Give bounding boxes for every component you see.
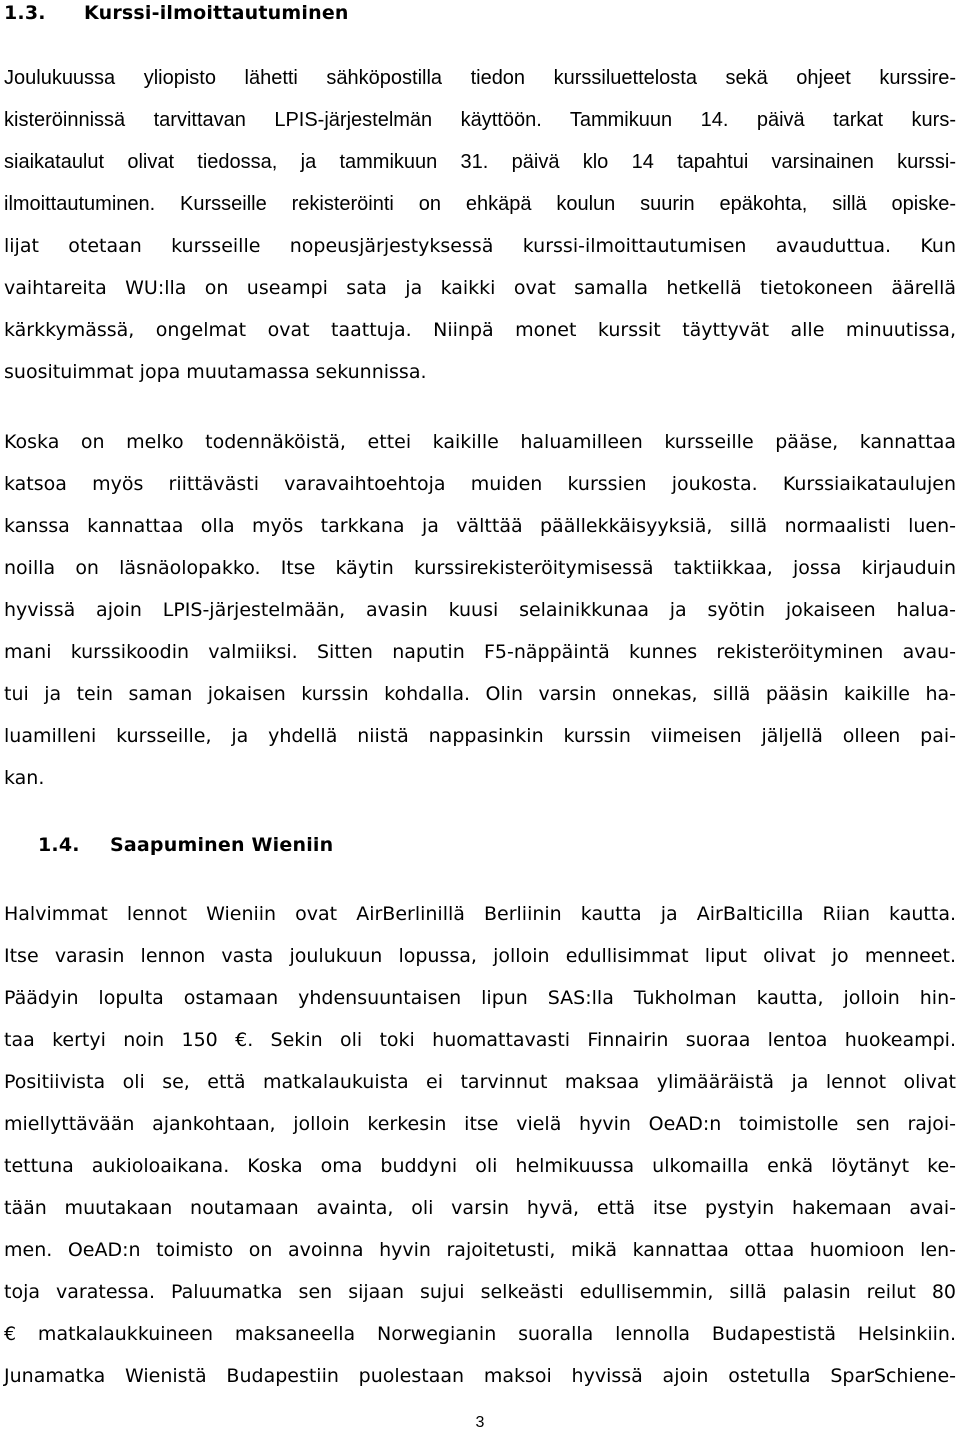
text-line: Päädyin lopulta ostamaan yhdensuuntaisen lipun SAS:lla Tukholman kautta, jolloin hin- [4, 987, 956, 1009]
text-line: siaikataulut olivat tiedossa, ja tammikuun 31. päivä klo 14 tapahtui varsinainen kurssi- [4, 151, 956, 173]
text-line: suosituimmat jopa muutamassa sekunnissa. [4, 361, 427, 383]
text-line: katsoa myös riittävästi varavaihtoehtoja muiden kurssien joukosta. Kurssiaikataulujen [4, 473, 956, 495]
section-title: Saapuminen Wieniin [110, 834, 334, 856]
text-line: kanssa kannattaa olla myös tarkkana ja välttää päällekkäisyyksiä, sillä normaalisti luen- [4, 515, 956, 537]
text-line: tui ja tein saman jokaisen kurssin kohdalla. Olin varsin onnekas, sillä pääsin kaikille ha- [4, 683, 956, 705]
text-line: tään muutakaan noutamaan avainta, oli varsin hyvä, että itse pystyin hakemaan avai- [4, 1197, 956, 1219]
paragraph-arrival-vienna [4, 893, 956, 1397]
text-line: noilla on läsnäolopakko. Itse käytin kurssirekisteröitymisessä taktiikkaa, jossa kirjauduin [4, 557, 956, 579]
section-heading-1-4 [38, 834, 333, 856]
text-line: kisteröinnissä tarvittavan LPIS-järjestelmän käyttöön. Tammikuun 14. päivä tarkat kurs- [4, 109, 956, 131]
text-line: € matkalaukkuineen maksaneella Norwegianin suoralla lennolla Budapestistä Helsinkiin. [4, 1323, 956, 1345]
text-line: Positiivista oli se, että matkalaukuista ei tarvinnut maksaa ylimääräistä ja lennot olivat [4, 1071, 956, 1093]
text-line: men. OeAD:n toimisto on avoinna hyvin rajoitetusti, mikä kannattaa ottaa huomioon len- [4, 1239, 956, 1261]
text-line: Halvimmat lennot Wieniin ovat AirBerlinillä Berliinin kautta ja AirBalticilla Riian kautta. [4, 903, 956, 925]
section-number: 1.3. [4, 2, 46, 24]
text-line: toja varatessa. Paluumatka sen sijaan sujui selkeästi edullisemmin, sillä palasin reilut 80 [4, 1281, 956, 1303]
section-heading-1-3 [4, 2, 349, 24]
text-line: tettuna aukioloaikana. Koska oma buddyni oli helmikuussa ulkomailla enkä löytänyt ke- [4, 1155, 956, 1177]
paragraph-registration-intro [4, 57, 956, 393]
text-line: hyvissä ajoin LPIS-järjestelmään, avasin kuusi selainikkunaa ja syötin jokaiseen halua- [4, 599, 956, 621]
text-line: lijat otetaan kursseille nopeusjärjestyksessä kurssi-ilmoittautumisen avauduttua. Kun [4, 235, 956, 257]
text-line: Junamatka Wienistä Budapestiin puolestaan maksoi hyvissä ajoin ostetulla SparSchiene- [4, 1365, 956, 1387]
text-line: Joulukuussa yliopisto lähetti sähköpostilla tiedon kurssiluettelosta sekä ohjeet kurssire- [4, 67, 956, 89]
text-line: Koska on melko todennäköistä, ettei kaikille haluamilleen kursseille pääse, kannattaa [4, 431, 956, 453]
text-line: Itse varasin lennon vasta joulukuun lopussa, jolloin edullisimmat liput olivat jo menneet. [4, 945, 956, 967]
text-line: taa kertyi noin 150 €. Sekin oli toki huomattavasti Finnairin suoraa lentoa huokeampi. [4, 1029, 956, 1051]
paragraph-registration-tactics [4, 421, 956, 799]
page-number: 3 [475, 1414, 485, 1431]
section-number: 1.4. [38, 834, 80, 856]
text-line: vaihtareita WU:lla on useampi sata ja kaikki ovat samalla hetkellä tietokoneen äärellä [4, 277, 956, 299]
text-line: mani kurssikoodin valmiiksi. Sitten naputin F5-näppäintä kunnes rekisteröityminen avau- [4, 641, 956, 663]
text-line: miellyttävään ajankohtaan, jolloin kerkesin itse vielä hyvin OeAD:n toimistolle sen rajoi- [4, 1113, 956, 1135]
text-line: kan. [4, 767, 45, 789]
section-title: Kurssi-ilmoittautuminen [84, 2, 349, 24]
text-line: luamilleni kursseille, ja yhdellä niistä nappasinkin kurssin viimeisen jäljellä olleen pai- [4, 725, 956, 747]
text-line: ilmoittautuminen. Kursseille rekisteröinti on ehkäpä koulun suurin epäkohta, sillä opiske- [4, 193, 956, 215]
text-line: kärkkymässä, ongelmat ovat taattuja. Niinpä monet kurssit täyttyvät alle minuutissa, [4, 319, 956, 341]
